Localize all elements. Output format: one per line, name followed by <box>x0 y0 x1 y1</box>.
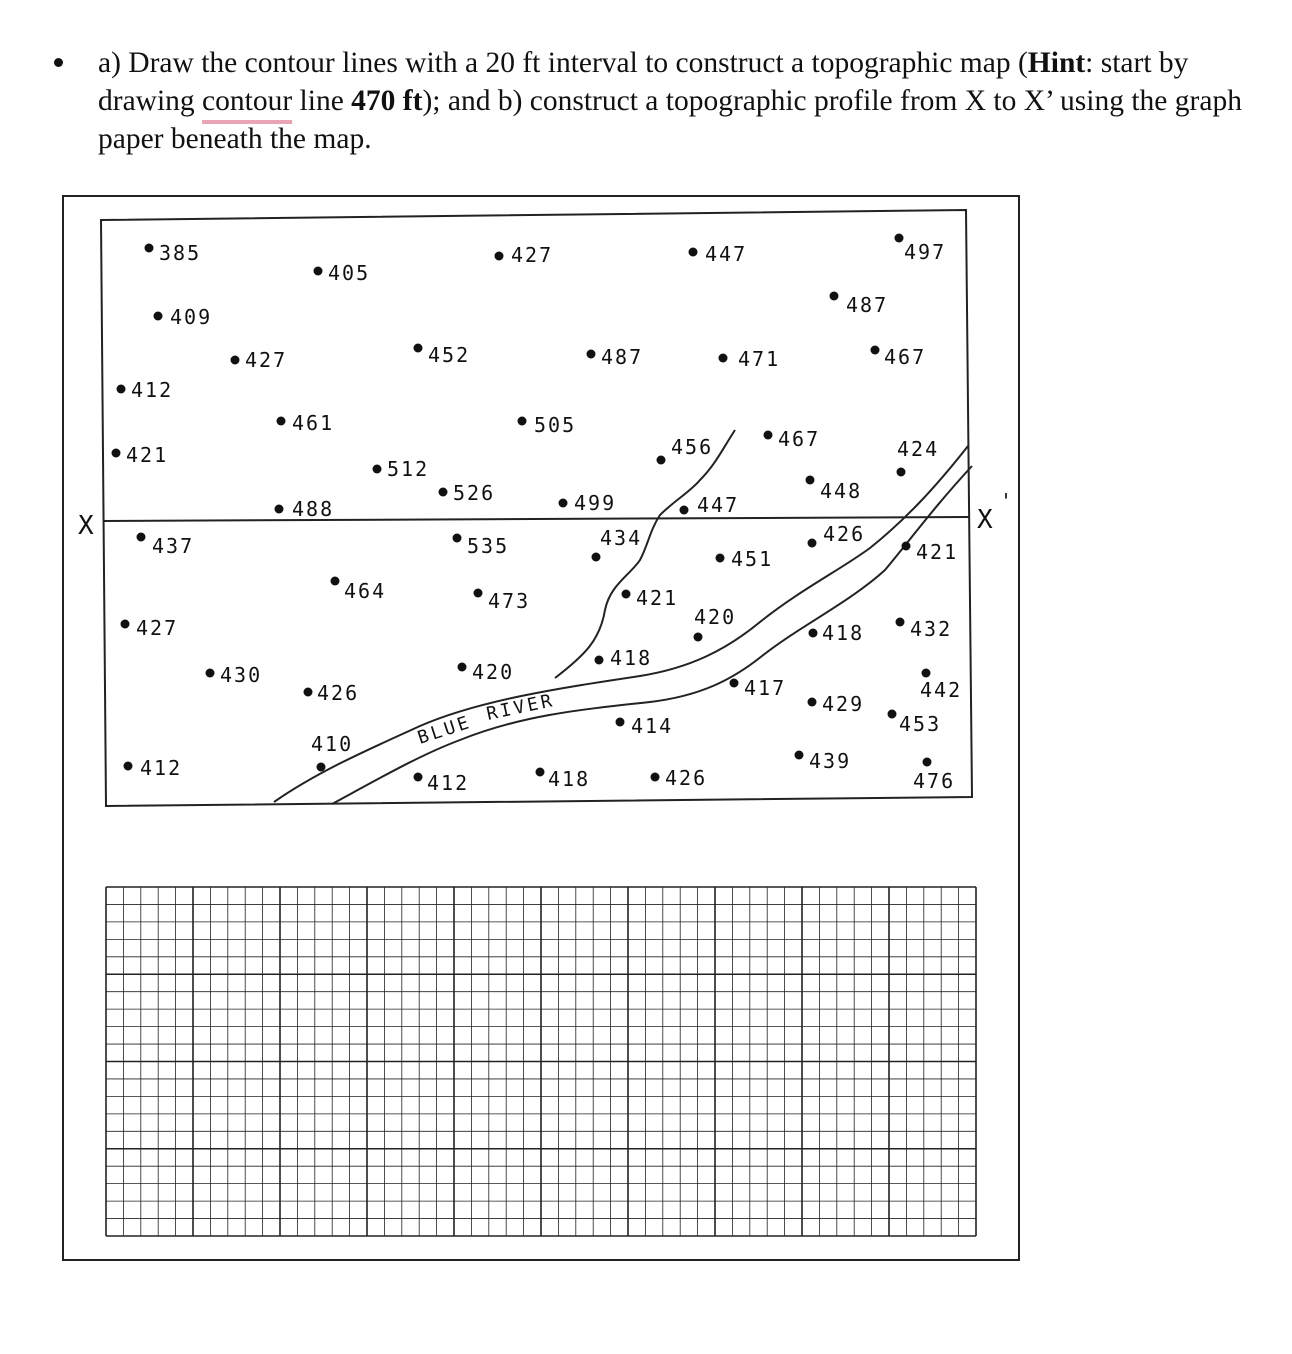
elevation-label: 412 <box>427 771 470 795</box>
elevation-point <box>830 292 839 301</box>
elevation-label: 418 <box>822 621 865 645</box>
elevation-point <box>373 465 382 474</box>
elevation-point <box>453 534 462 543</box>
elevation-label: 418 <box>610 646 653 670</box>
elevation-label: 385 <box>159 241 202 265</box>
elevation-point <box>808 539 817 548</box>
elevation-label: 418 <box>548 767 591 791</box>
hint-label: Hint <box>1027 47 1086 79</box>
elevation-point <box>304 688 313 697</box>
elevation-point <box>680 506 689 515</box>
elevation-label: 427 <box>245 348 288 372</box>
elevation-label: 487 <box>846 293 889 317</box>
elevation-point <box>871 346 880 355</box>
elevation-point <box>902 542 911 551</box>
elevation-label: 451 <box>731 547 774 571</box>
elevation-label: 414 <box>631 714 674 738</box>
elevation-label: 430 <box>220 663 263 687</box>
elevation-label: 421 <box>126 443 169 467</box>
elevation-point <box>414 773 423 782</box>
elevation-label: 499 <box>574 491 617 515</box>
elevation-label: 417 <box>744 676 787 700</box>
elevation-point <box>694 633 703 642</box>
elevation-point <box>439 488 448 497</box>
elevation-point <box>559 499 568 508</box>
elevation-point <box>888 710 897 719</box>
elevation-point <box>651 773 660 782</box>
elevation-label: 434 <box>600 526 643 550</box>
elevation-point <box>922 669 931 678</box>
river-label-blue: BLUE <box>415 711 475 749</box>
x-prime-mark: ' <box>1000 489 1013 513</box>
elevation-point <box>124 762 133 771</box>
elevation-label: 409 <box>170 305 213 329</box>
elevation-point <box>117 385 126 394</box>
elevation-label: 453 <box>899 712 942 736</box>
elevation-point <box>145 244 154 253</box>
elevation-label: 412 <box>140 756 183 780</box>
elevation-point <box>277 417 286 426</box>
elevation-point <box>518 417 527 426</box>
spellcheck-underlined-word: contour <box>202 85 293 117</box>
elevation-label: 427 <box>136 616 179 640</box>
elevation-point <box>923 758 932 767</box>
elevation-label: 497 <box>904 240 947 264</box>
elevation-label: 487 <box>601 345 644 369</box>
elevation-label: 432 <box>910 617 953 641</box>
x-prime-label: X <box>977 505 993 535</box>
profile-line <box>103 517 969 521</box>
elevation-point <box>592 553 601 562</box>
elevation-label: 526 <box>453 481 496 505</box>
elevation-label: 476 <box>913 769 956 793</box>
elevation-point <box>314 267 323 276</box>
elevation-label: 467 <box>778 427 821 451</box>
elevation-point <box>716 554 725 563</box>
elevation-label: 437 <box>152 534 195 558</box>
elevation-point <box>137 533 146 542</box>
elevation-label: 426 <box>317 681 360 705</box>
elevation-label: 439 <box>809 749 852 773</box>
tributary-stream <box>555 430 735 678</box>
elevation-point <box>657 456 666 465</box>
elevation-label: 461 <box>292 411 335 435</box>
elevation-label: 473 <box>488 589 531 613</box>
elevation-label: 447 <box>697 493 740 517</box>
elevation-label: 512 <box>387 457 430 481</box>
elevation-label: 447 <box>705 242 748 266</box>
elevation-point <box>719 354 728 363</box>
bold-elevation: 470 ft <box>351 85 423 117</box>
elevation-point <box>112 449 121 458</box>
elevation-point <box>154 312 163 321</box>
elevation-label: 452 <box>428 343 471 367</box>
elevation-point <box>764 431 773 440</box>
graph-paper <box>106 887 976 1236</box>
elevation-point <box>206 669 215 678</box>
elevation-label: 420 <box>472 660 515 684</box>
elevation-point <box>231 356 240 365</box>
question-text: a) Draw the contour lines with a 20 ft interval to construct a topographic map (Hint: start by drawing contour line 470 ft); and b) construct a topographic profile from X to X’ using the graph paper beneath the map. <box>98 47 1242 155</box>
elevation-point <box>474 589 483 598</box>
elevation-label: 467 <box>884 345 927 369</box>
elevation-point <box>317 763 326 772</box>
elevation-label: 412 <box>131 378 174 402</box>
elevation-label: 442 <box>920 678 963 702</box>
elevation-label: 505 <box>534 413 577 437</box>
elevation-point <box>458 663 467 672</box>
elevation-label: 424 <box>897 437 940 461</box>
elevation-label: 426 <box>665 766 708 790</box>
elevation-label: 410 <box>311 732 354 756</box>
elevation-label: 471 <box>738 347 781 371</box>
elevation-label: 535 <box>467 534 510 558</box>
elevation-label: 429 <box>822 692 865 716</box>
elevation-point <box>414 344 423 353</box>
elevation-point <box>730 679 739 688</box>
elevation-label: 426 <box>823 522 866 546</box>
elevation-label: 421 <box>636 586 679 610</box>
elevation-point <box>809 629 818 638</box>
elevation-point <box>495 252 504 261</box>
elevation-label: 420 <box>694 605 737 629</box>
elevation-label: 448 <box>820 479 863 503</box>
elevation-point <box>795 751 804 760</box>
elevation-point <box>587 350 596 359</box>
elevation-point <box>121 620 130 629</box>
elevation-point <box>275 505 284 514</box>
elevation-label: 488 <box>292 497 335 521</box>
elevation-label: 427 <box>511 243 554 267</box>
elevation-label: 421 <box>916 540 959 564</box>
elevation-point <box>616 718 625 727</box>
elevation-point <box>331 577 340 586</box>
river-label-river: RIVER <box>484 689 557 725</box>
elevation-point <box>897 468 906 477</box>
elevation-point <box>536 768 545 777</box>
elevation-point <box>808 698 817 707</box>
x-label: X <box>78 511 94 541</box>
elevation-point <box>806 476 815 485</box>
elevation-label: 456 <box>671 435 714 459</box>
elevation-label: 405 <box>328 261 371 285</box>
elevation-label: 464 <box>344 579 387 603</box>
elevation-point <box>595 656 604 665</box>
elevation-point <box>689 248 698 257</box>
elevation-point <box>895 234 904 243</box>
elevation-point <box>622 590 631 599</box>
elevation-point <box>896 618 905 627</box>
